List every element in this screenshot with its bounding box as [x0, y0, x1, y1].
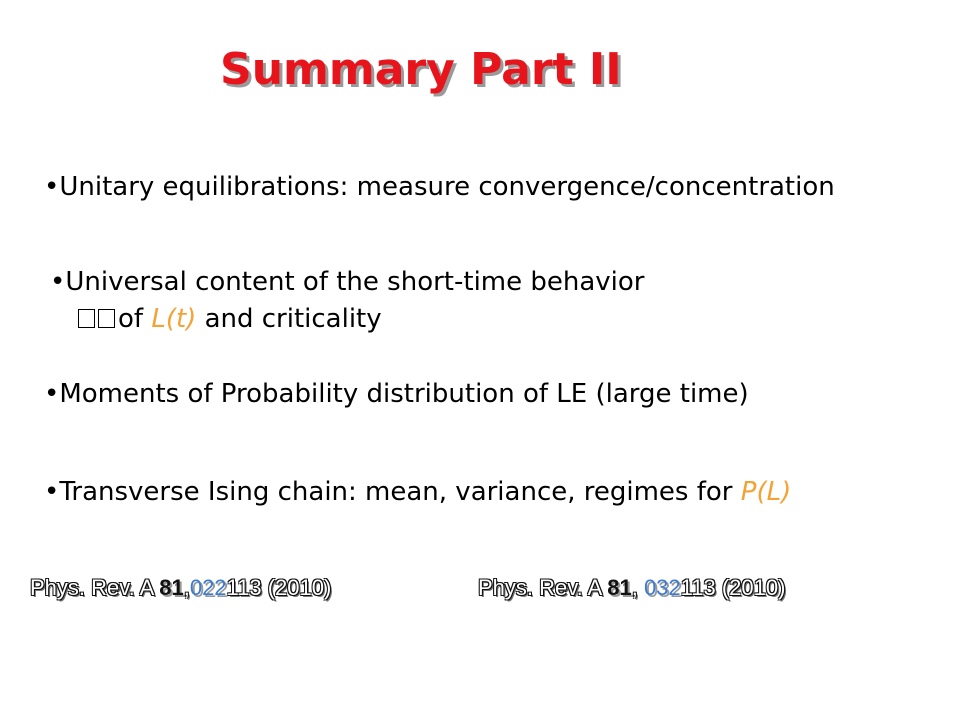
missing-glyph-box: [78, 309, 95, 328]
ref-page-rest: 113 (2010): [680, 575, 786, 600]
ref-page-highlight: 022: [189, 575, 227, 600]
reference-1: [30, 575, 331, 601]
ref-sep: ,: [631, 575, 644, 600]
ref-page-rest: 113 (2010): [226, 575, 332, 600]
highlight-lt: L(t): [151, 304, 197, 334]
highlight-pl: P(L): [740, 477, 792, 507]
ref-volume: 81: [607, 575, 632, 600]
text-and-criticality: and criticality: [204, 304, 382, 334]
bullet-universal-content-line2: [78, 303, 382, 335]
text-transverse-ising: •Transverse Ising chain: mean, variance, regimes for: [44, 477, 733, 507]
reference-2: [478, 575, 785, 601]
ref-journal: Phys. Rev. A: [478, 575, 608, 600]
bullet-transverse-ising: [44, 476, 791, 508]
bullet-unitary-equilibrations: •Unitary equilibrations: measure convergence/concentration: [44, 172, 835, 202]
ref-volume: 81: [159, 575, 184, 600]
text-of: of: [118, 304, 144, 334]
missing-glyph-box: [98, 309, 115, 328]
bullet-universal-content-line1: •Universal content of the short-time behavior: [50, 267, 645, 297]
bullet-moments: •Moments of Probability distribution of LE (large time): [44, 379, 749, 409]
ref-sep: ,: [183, 575, 190, 600]
slide-title: Summary Part II: [220, 44, 622, 95]
ref-journal: Phys. Rev. A: [30, 575, 160, 600]
ref-page-highlight: 032: [643, 575, 681, 600]
